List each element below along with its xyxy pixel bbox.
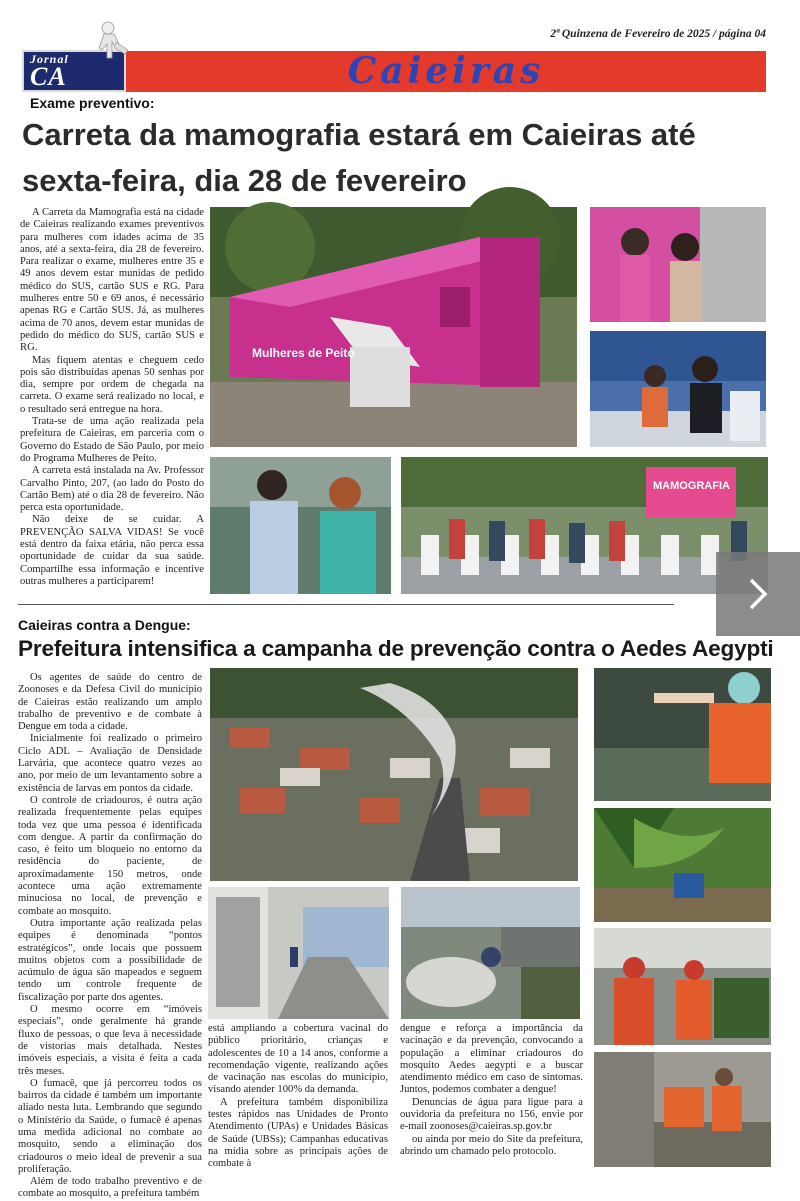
paragraph: O mesmo ocorre em “imóveis especiais”, onde geralmente há grande fluxo de pessoas, o que leva à necessidade de vistorias mais detalhada. Nestes imóveis especiais, a visita é feita a cada três meses. bbox=[18, 1004, 202, 1077]
article-kicker: Caieiras contra a Dengue: bbox=[18, 617, 191, 633]
photo-women-seated bbox=[590, 331, 766, 447]
paragraph: Além de todo trabalho preventivo e de combate ao mosquito, a prefeitura também bbox=[18, 1176, 202, 1200]
logo-text-top: Jornal bbox=[30, 52, 69, 66]
photo-agents-street bbox=[208, 887, 389, 1019]
next-page-button[interactable] bbox=[716, 552, 800, 636]
paragraph: Os agentes de saúde do centro de Zoonoses e da Defesa Civil do município de Caieiras estão realizando um amplo trabalho de preventivo e de combate à Dengue em toda a cidade. bbox=[18, 672, 202, 733]
paragraph: O controle de criadouros, é outra ação realizada frequentemente pelas equipes toda vez que uma pessoa é identificada com dengue. A partir da confirmação do caso, é feito um bloqueio no entorno da residência do paciente, de aproximadamente 150 metros, onde acontece uma ação extremamente minuciosa no local, de prevenção e combate ao mosquito. bbox=[18, 794, 202, 917]
paragraph: Outra importante ação realizada pelas equipes é denominada “pontos estratégicos”, onde locais que possuem muitos objetos com a possibilidade de acúmulo de água são mapeados e seguem tendo um controle frequente de fiscalização por parte dos agentes. bbox=[18, 917, 202, 1003]
paragraph: O fumacê, que já percorreu todos os bairros da cidade é também um importante aliado nesta luta. Lembrando que segundo o Ministério da Saúde, o fumacê é apenas uma medida adicional no combate ao mosquito, sendo a eliminação dos criadouros o meio ideal de prevenir a sua proliferação. bbox=[18, 1077, 202, 1175]
article-body-column bbox=[20, 207, 204, 588]
section-divider bbox=[18, 604, 674, 605]
photo-man-and-woman bbox=[210, 457, 391, 594]
photo-agents-at-wall bbox=[594, 1052, 771, 1167]
photo-agent-in-garden bbox=[594, 808, 771, 922]
photo-aerial-fogging bbox=[210, 668, 578, 881]
headline-line-1: Carreta da mamografia estará em Caieiras até bbox=[22, 117, 696, 152]
issue-date-line: 2ª Quinzena de Fevereiro de 2025 / página 04 bbox=[550, 28, 766, 40]
article-headline bbox=[22, 112, 782, 204]
photo-agents-inspecting bbox=[594, 928, 771, 1045]
paragraph: dengue e reforça a importância da vacinação e da prevenção, convocando a população a eliminar criadouros do mosquito Aedes aegypti e a buscar atendimento médico em caso de sintomas. Juntos, podemos combater a dengue! bbox=[400, 1023, 583, 1096]
chevron-right-icon bbox=[743, 574, 773, 614]
photo-waiting-queue bbox=[401, 457, 768, 594]
article-body-column bbox=[208, 1023, 388, 1171]
paragraph: Mas fiquem atentas e cheguem cedo pois são distribuídas apenas 50 senhas por dia, sempre por ordem de chegada na carreta. O exame será realizado no local, e o resultado será entregue na hora. bbox=[20, 354, 204, 415]
paragraph: A Carreta da Mamografia está na cidade de Caieiras realizando exames preventivos para mulheres com idades acima de 35 anos, até a sexta-feira, dia 28 de fevereiro. Para realizar o exame, mulheres entre 35 e 49 anos devem estar munidas de pedido médico do SUS, cartão SUS e RG. Para mulheres entre 50 e 69 anos, é necessário apenas RG e Cartão SUS. Já, as mulheres acima de 70 anos, devem estar munidas de pedido do médico do SUS, cartão SUS e RG. bbox=[20, 207, 204, 354]
photo-mammography-truck bbox=[210, 207, 577, 447]
photo-agent-collecting-sample bbox=[594, 668, 771, 801]
banner-label: MAMOGRAFIA bbox=[653, 480, 730, 492]
article-body-column bbox=[18, 672, 202, 1201]
truck-label: Mulheres de Peito bbox=[252, 346, 355, 360]
paragraph: Inicialmente foi realizado o primeiro Ciclo ADL – Avaliação de Densidade Larvária, que acontece quatro vezes ao ano, por meio de um levantamento sobre a existência de larvas em pontos da cidade. bbox=[18, 733, 202, 794]
headline-line-2: sexta-feira, dia 28 de fevereiro bbox=[22, 163, 467, 198]
paragraph: A carreta está instalada na Av. Professor Carvalho Pinto, 207, (ao lado do Posto do Cartão Bem) até o dia 28 de fevereiro. Não perca esta oportunidade. bbox=[20, 465, 204, 514]
article-kicker: Exame preventivo: bbox=[30, 95, 155, 111]
article-body-column bbox=[400, 1023, 583, 1158]
photo-women-at-truck bbox=[590, 207, 766, 322]
logo-text-bottom: CA bbox=[30, 62, 67, 91]
photo-debris-cleanup bbox=[401, 887, 580, 1019]
paragraph: Trata-se de uma ação realizada pela prefeitura de Caieiras, em parceria com o Governo do Estado de São Paulo, por meio do Programa Mulheres de Peito. bbox=[20, 416, 204, 464]
article-headline: Prefeitura intensifica a campanha de prevenção contra o Aedes Aegypti bbox=[18, 636, 774, 661]
paragraph: Não deixe de se cuidar. A PREVENÇÃO SALVA VIDAS! Se você está dentro da faixa etária, não perca essa oportunidade de cuidar da sua saúde. Compartilhe essa informação e incentive outras mulheres a participarem! bbox=[20, 514, 204, 587]
paragraph: está ampliando a cobertura vacinal do público prioritário, crianças e adolescentes de 10 a 14 anos, conforme a recomendação vigente, realizando ações de vacinação nas escolas do município, visando atender 100% da demanda. bbox=[208, 1023, 388, 1096]
section-title: Caieiras bbox=[347, 50, 545, 92]
paragraph: Denuncias de água para ligue para a ouvidoria da prefeitura no 156, envie por e-mail zoonoses@caieiras.sp.gov.br bbox=[400, 1096, 583, 1133]
paragraph: ou ainda por meio do Site da prefeitura, abrindo um chamado pelo protocolo. bbox=[400, 1133, 583, 1157]
mascot-figure-icon bbox=[98, 20, 132, 64]
paragraph: A prefeitura também disponibiliza testes rápidos nas Unidades de Pronto Atendimento (UPAs) e Unidades Básicas de Saúde (UBSs); Campanhas educativas na mídia sobre as principais ações de combate à bbox=[208, 1096, 388, 1170]
